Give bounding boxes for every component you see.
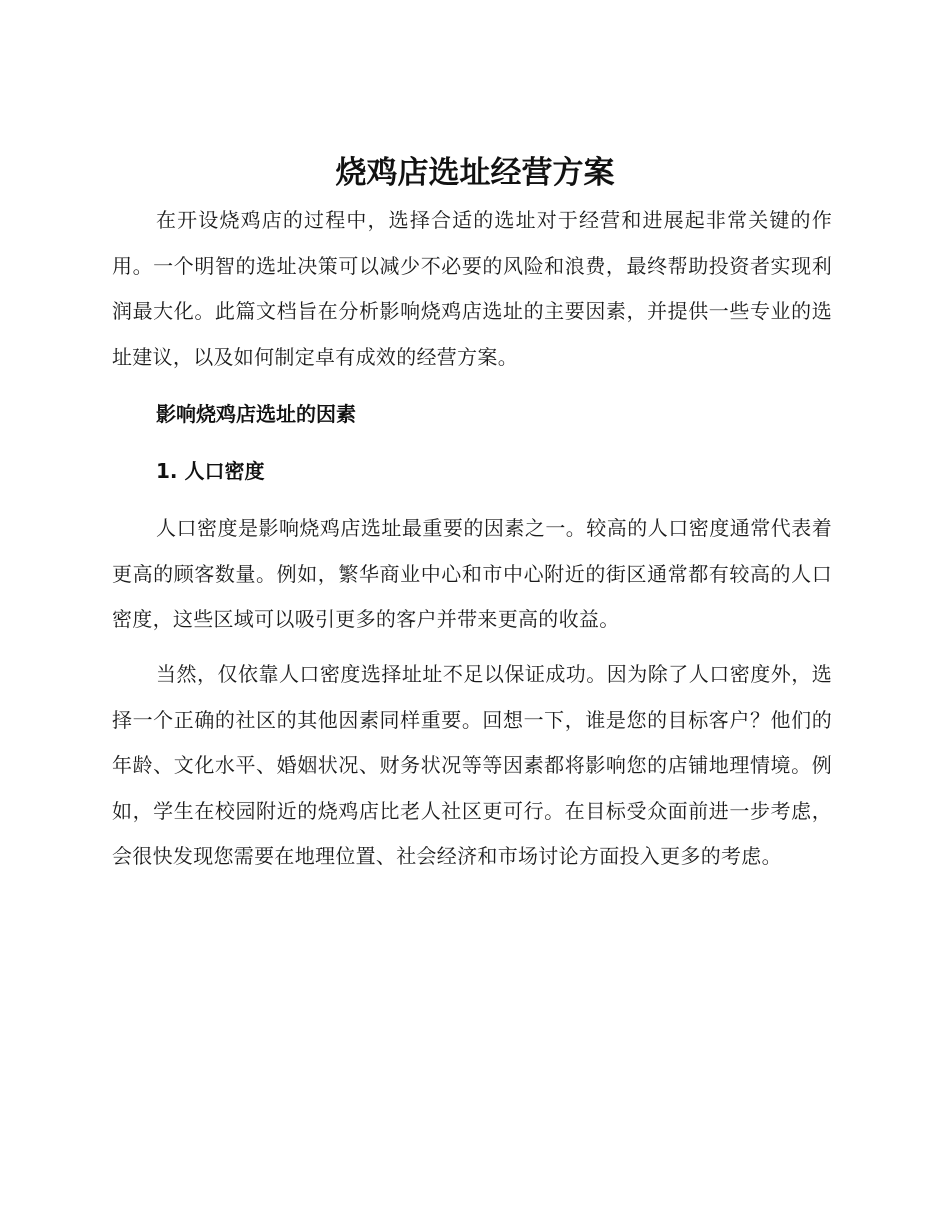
- section-heading-factors: 影响烧鸡店选址的因素: [156, 402, 356, 426]
- intro-paragraph: 在开设烧鸡店的过程中，选择合适的选址对于经营和进展起非常关键的作用。一个明智的选址决策可以减少不必要的风险和浪费，最终帮助投资者实现利润最大化。此篇文档旨在分析影响烧鸡店选址的主要因素，并提供一些专业的选址建议，以及如何制定卓有成效的经营方案。: [112, 208, 832, 369]
- density-paragraph-2: 当然，仅依靠人口密度选择址址不足以保证成功。因为除了人口密度外，选择一个正确的社区的其他因素同样重要。回想一下，谁是您的目标客户？他们的年龄、文化水平、婚姻状况、财务状况等等因素都将影响您的店铺地理情境。例如，学生在校园附近的烧鸡店比老人社区更可行。在目标受众面前进一步考虑，会很快发现您需要在地理位置、社会经济和市场讨论方面投入更多的考虑。: [112, 662, 832, 868]
- document-title: 烧鸡店选址经营方案: [335, 155, 615, 191]
- subsection-heading-population-density: 1. 人口密度: [156, 459, 265, 483]
- density-paragraph-1: 人口密度是影响烧鸡店选址最重要的因素之一。较高的人口密度通常代表着更高的顾客数量。例如，繁华商业中心和市中心附近的街区通常都有较高的人口密度，这些区域可以吸引更多的客户并带来更高的收益。: [112, 516, 832, 631]
